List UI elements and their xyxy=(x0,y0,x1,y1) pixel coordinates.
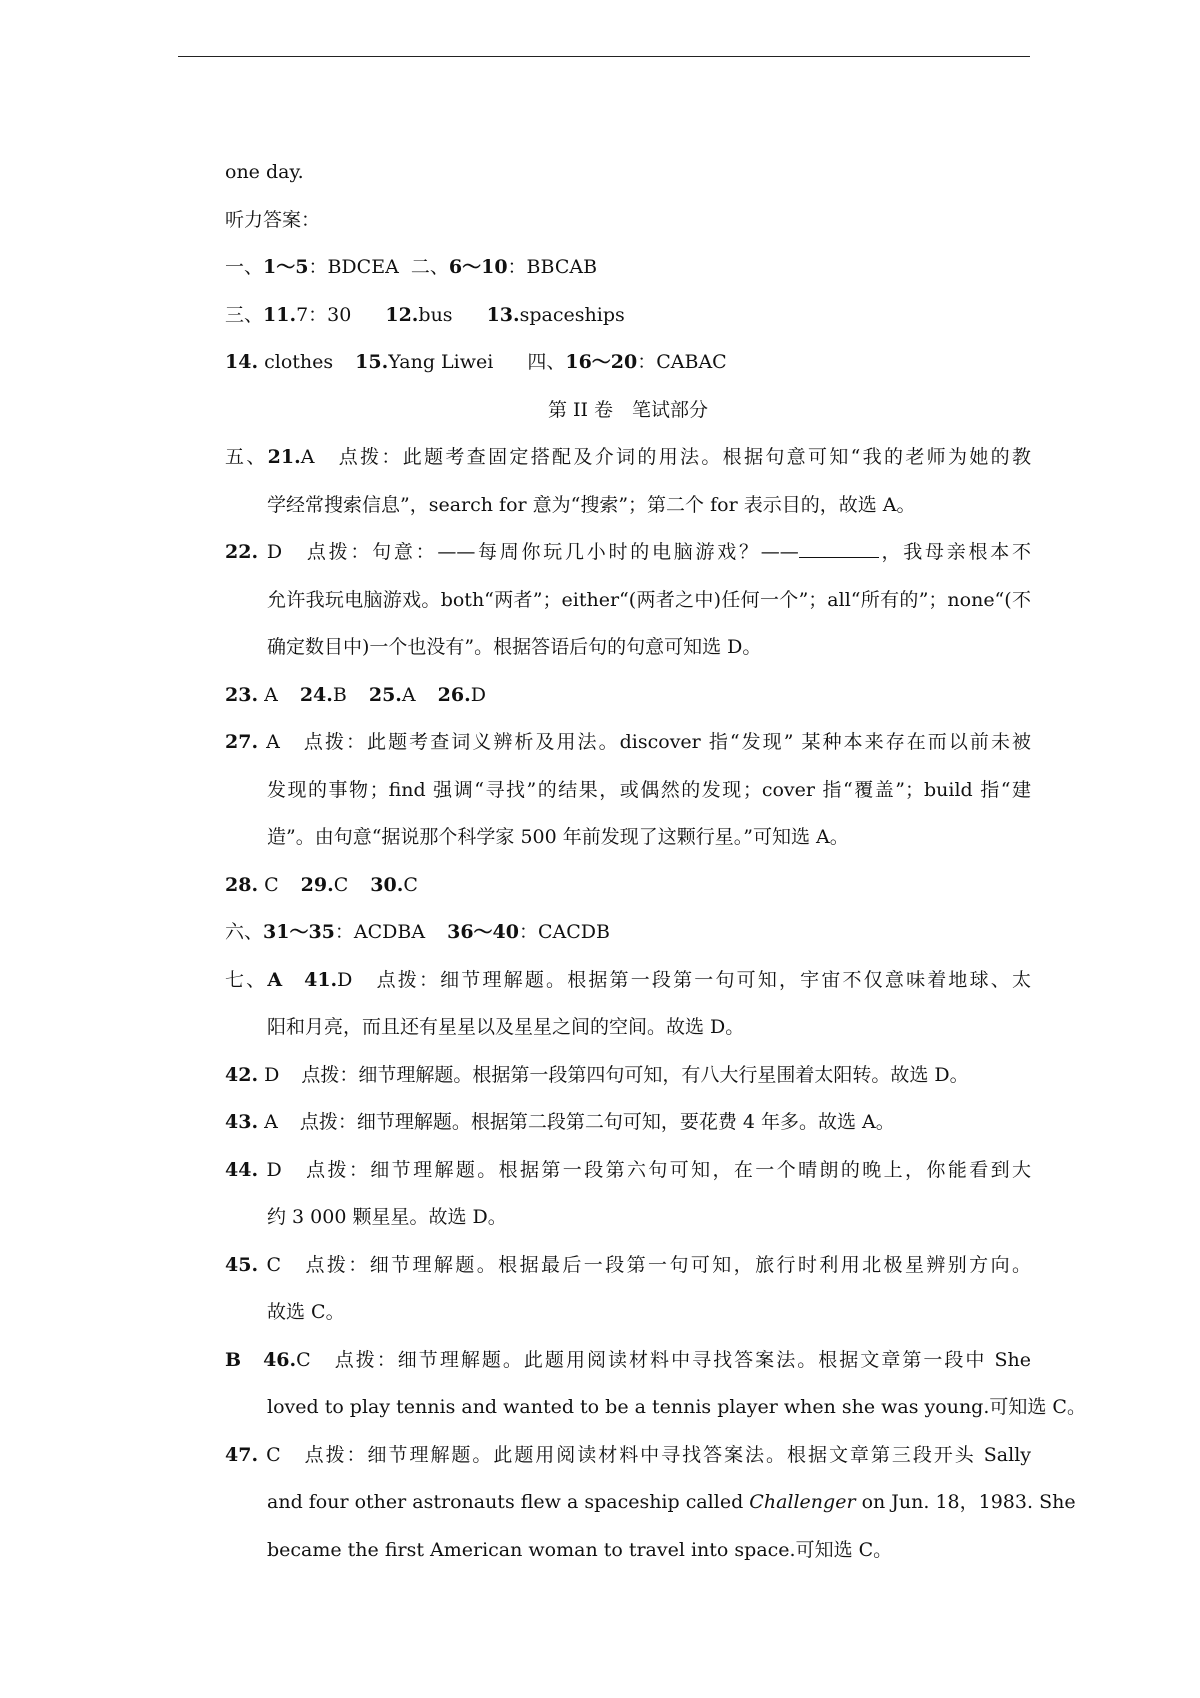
text: A xyxy=(300,446,315,468)
text: C xyxy=(403,873,418,896)
text: one day. xyxy=(225,161,304,183)
text: D xyxy=(337,968,353,991)
text: 听力答案： xyxy=(225,208,321,231)
text: ：BBCAB xyxy=(507,256,598,278)
explanation: 确定数目中)一个也没有”。根据答语后句的句意可知选 D。 xyxy=(267,636,762,658)
text: clothes xyxy=(258,351,334,373)
header-rule xyxy=(178,56,1030,57)
explanation: and four other astronauts flew a spaceship called xyxy=(267,1491,750,1513)
explanation: 发现的事物；find 强调“寻找”的结果，或偶然的发现；cover 指“覆盖”；build 指“建 xyxy=(267,778,1031,801)
question-number: 45. xyxy=(225,1253,259,1276)
explanation: 点拨：细节理解题。此题用阅读材料中寻找答案法。根据文章第三段开头 Sally xyxy=(302,1443,1032,1466)
explanation: 点拨：细节理解题。根据第一段第一句可知，宇宙不仅意味着地球、太 xyxy=(374,968,1031,991)
text: A xyxy=(258,683,278,706)
question-number: 21. xyxy=(267,446,301,468)
question-number: 13. xyxy=(486,303,520,326)
text: spaceships xyxy=(519,303,625,326)
explanation: 点拨：句意：——每周你玩几小时的电脑游戏？—— xyxy=(304,541,799,563)
question-number: 46. xyxy=(263,1348,297,1371)
text: ：BDCEA 二、 xyxy=(308,256,449,278)
spaceship-name: Challenger xyxy=(749,1491,856,1513)
section-title-written xyxy=(225,387,1031,435)
answer-line-continued xyxy=(225,814,1031,862)
explanation: 阳和月亮，而且还有星星以及星星之间的空间。故选 D。 xyxy=(267,1016,745,1038)
answer-line xyxy=(225,1242,1031,1290)
text: D xyxy=(470,683,486,706)
answer-line xyxy=(225,1147,1031,1195)
passage-label: A xyxy=(267,968,283,991)
question-range: 31～35 xyxy=(263,921,335,943)
question-number: 25. xyxy=(368,683,402,706)
explanation: 点拨：此题考查词义辨析及用法。discover 指“发现” 某种本来存在而以前未被 xyxy=(301,731,1031,753)
question-number: 14. xyxy=(225,351,259,373)
answer-line-continued xyxy=(225,1527,1031,1575)
answer-blank xyxy=(799,557,879,558)
text: ：CABAC xyxy=(637,351,727,373)
question-number: 27. xyxy=(225,731,259,753)
explanation: 点拨：细节理解题。根据最后一段第一句可知，旅行时利用北极星辨别方向。 xyxy=(303,1253,1031,1276)
text: D xyxy=(258,1158,282,1181)
question-range: 6～10 xyxy=(448,256,508,278)
explanation: 点拨：细节理解题。此题用阅读材料中寻找答案法。根据文章第一段中 She xyxy=(332,1348,1031,1371)
question-number: 44. xyxy=(225,1158,259,1181)
explanation: 学经常搜索信息”，search for 意为“搜索”；第二个 for 表示目的，故选 A。 xyxy=(267,493,916,516)
text: A xyxy=(258,731,280,753)
text: 四、 xyxy=(527,351,566,373)
explanation: 造”。由句意“据说那个科学家 500 年前发现了这颗行星。”可知选 A。 xyxy=(267,826,849,848)
question-number: 28. xyxy=(225,873,259,896)
section-heading-listening xyxy=(225,197,1031,245)
explanation: 点拨：此题考查固定搭配及介词的用法。根据句意可知“我的老师为她的教 xyxy=(336,446,1031,468)
question-number: 47. xyxy=(225,1443,259,1466)
question-range: 16～20 xyxy=(565,351,638,373)
passage-label: B xyxy=(225,1348,242,1371)
explanation: 故选 C。 xyxy=(267,1301,345,1323)
text: 第 II 卷 笔试部分 xyxy=(547,398,709,421)
answer-line xyxy=(225,292,1031,340)
explanation: 点拨：细节理解题。根据第一段第四句可知，有八大行星围着太阳转。故选 D。 xyxy=(301,1063,969,1086)
answer-key-content xyxy=(225,149,1086,1574)
question-number: 11. xyxy=(263,303,297,326)
answer-line xyxy=(225,909,1031,957)
question-number: 41. xyxy=(304,968,338,991)
answer-line xyxy=(225,1432,1031,1480)
explanation: 允许我玩电脑游戏。both“两者”；either“(两者之中)任何一个”；all“所有的”；none“(不 xyxy=(267,588,1031,611)
explanation: became the first American woman to travel into space.可知选 C。 xyxy=(267,1538,893,1561)
text: A xyxy=(258,1111,278,1133)
text-line xyxy=(225,149,1031,197)
answer-line-continued xyxy=(225,1384,1086,1432)
explanation: on Jun. 18，1983. She xyxy=(855,1491,1076,1513)
question-number: 42. xyxy=(225,1063,259,1086)
text: C xyxy=(333,873,349,896)
answer-line xyxy=(225,862,1031,910)
answer-line-continued xyxy=(225,1004,1031,1052)
answer-line-continued xyxy=(225,577,1031,625)
explanation: ，我母亲根本不 xyxy=(878,541,1031,563)
answer-line xyxy=(225,434,1031,482)
question-number: 22. xyxy=(225,541,259,563)
explanation: 约 3 000 颗星星。故选 D。 xyxy=(267,1206,507,1228)
answer-line xyxy=(225,1337,1031,1385)
explanation: 点拨：细节理解题。根据第一段第六句可知，在一个晴朗的晚上，你能看到大 xyxy=(303,1158,1031,1181)
answer-line-continued xyxy=(225,1479,1076,1527)
text: 七、 xyxy=(225,968,268,991)
answer-line xyxy=(225,719,1031,767)
answer-line xyxy=(225,339,1031,387)
answer-line xyxy=(225,529,1031,577)
text: D xyxy=(258,541,283,563)
text: C xyxy=(258,1253,282,1276)
text: 五、 xyxy=(225,446,268,468)
text: C xyxy=(258,873,279,896)
answer-line xyxy=(225,1052,1031,1100)
question-number: 29. xyxy=(300,873,334,896)
text: 一、 xyxy=(225,256,264,278)
answer-line xyxy=(225,957,1031,1005)
question-range: 36～40 xyxy=(447,921,519,943)
text: 六、 xyxy=(225,921,264,943)
answer-line-continued xyxy=(225,1289,1031,1337)
text: D xyxy=(258,1063,280,1086)
text: 7：30 xyxy=(296,303,352,326)
answer-line xyxy=(225,672,1031,720)
explanation: loved to play tennis and wanted to be a tennis player when she was young.可知选 C。 xyxy=(267,1396,1086,1418)
text: 三、 xyxy=(225,303,264,326)
answer-line-continued xyxy=(225,624,1031,672)
answer-line-continued xyxy=(225,482,1031,530)
question-number: 24. xyxy=(299,683,333,706)
question-number: 12. xyxy=(385,303,419,326)
explanation: 点拨：细节理解题。根据第二段第二句可知，要花费 4 年多。故选 A。 xyxy=(299,1111,895,1133)
text: C xyxy=(296,1348,311,1371)
text: ：CACDB xyxy=(518,921,610,943)
answer-line-continued xyxy=(225,767,1031,815)
question-range: 1～5 xyxy=(263,256,309,278)
answer-line-continued xyxy=(225,1194,1031,1242)
text: C xyxy=(258,1443,281,1466)
answer-line xyxy=(225,1099,1031,1147)
question-number: 26. xyxy=(437,683,471,706)
question-number: 30. xyxy=(370,873,404,896)
text: bus xyxy=(418,303,453,326)
question-number: 15. xyxy=(355,351,389,373)
question-number: 43. xyxy=(225,1111,259,1133)
text: B xyxy=(332,683,347,706)
answer-line xyxy=(225,244,1031,292)
text: ：ACDBA xyxy=(334,921,426,943)
question-number: 23. xyxy=(225,683,259,706)
text: A xyxy=(401,683,416,706)
text: Yang Liwei xyxy=(388,351,494,373)
